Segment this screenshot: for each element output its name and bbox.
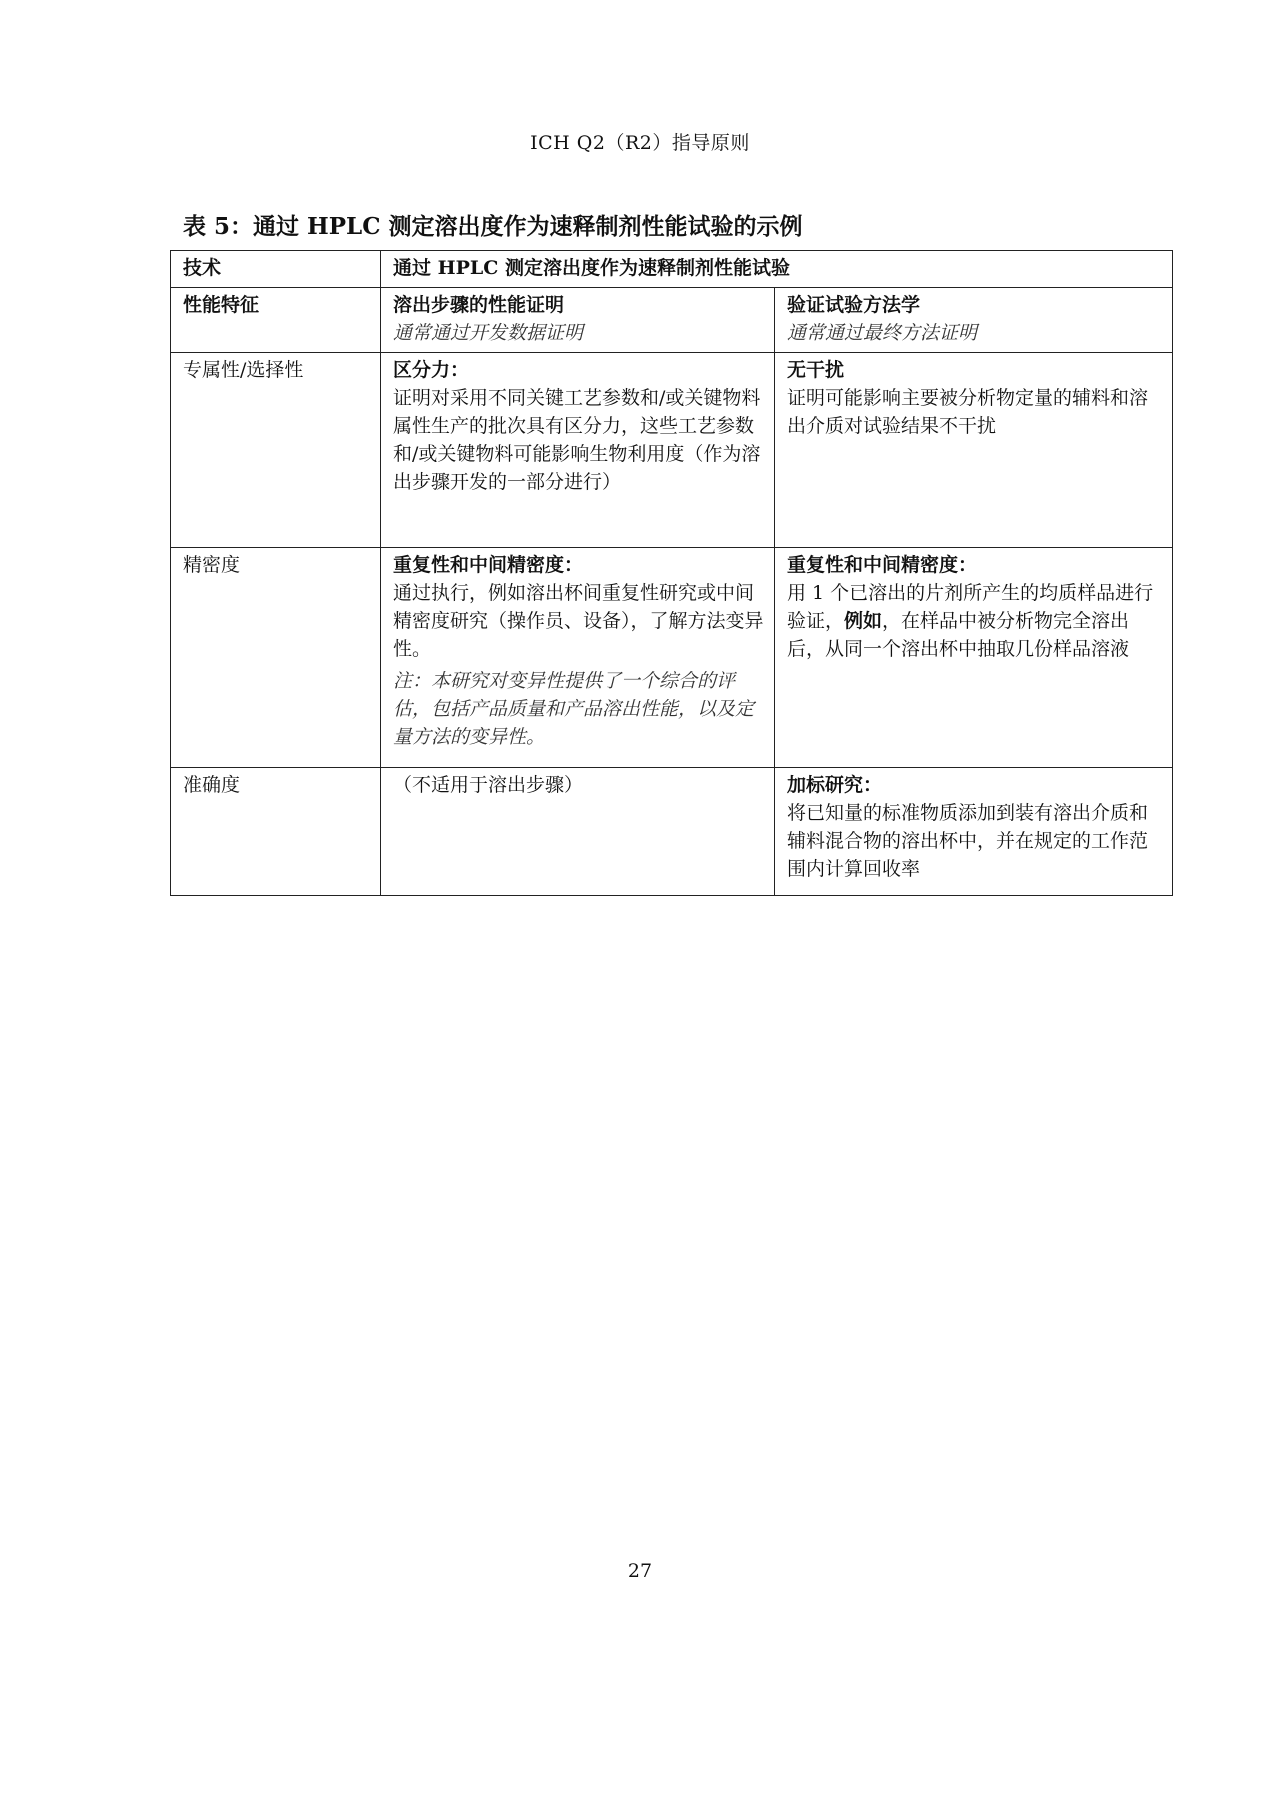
cell-heading: 区分力： xyxy=(393,359,470,381)
col2-cell xyxy=(381,768,775,896)
cell-text-part: ，在样品中被分析物完全溶出后，从同一个溶出杯中抽取几份样品溶液 xyxy=(787,610,1130,660)
col3-header-cell xyxy=(775,288,1173,353)
cell-heading: 无干扰 xyxy=(787,359,845,381)
table-row-specificity xyxy=(171,353,1173,548)
cell-text-emphasis: 例如 xyxy=(844,610,883,632)
cell-text: 通过执行，例如溶出杯间重复性研究或中间精密度研究（操作员、设备），了解方法变异性。 xyxy=(393,582,764,660)
table-row-precision xyxy=(171,548,1173,768)
table-row-technique xyxy=(171,251,1173,288)
characteristic-cell xyxy=(171,768,381,896)
characteristic-name: 精密度 xyxy=(183,554,241,576)
col3-cell xyxy=(775,353,1173,548)
characteristic-cell xyxy=(171,353,381,548)
col3-cell xyxy=(775,768,1173,896)
cell-note: 注：本研究对变异性提供了一个综合的评估，包括产品质量和产品溶出性能，以及定量方法的变异性。 xyxy=(393,670,755,748)
col2-cell xyxy=(381,548,775,768)
characteristic-name: 专属性/选择性 xyxy=(183,359,304,381)
table-row-accuracy xyxy=(171,768,1173,896)
cell-text: 证明可能影响主要被分析物定量的辅料和溶出介质对试验结果不干扰 xyxy=(787,387,1149,437)
cell-text xyxy=(787,579,1164,663)
cell-text-part: 用 1 个已溶出的片剂所产生的均质样品进行验证， xyxy=(787,582,1154,632)
characteristic-header-cell xyxy=(171,288,381,353)
technique-value-cell xyxy=(381,251,1173,288)
cell-heading: 加标研究： xyxy=(787,774,883,796)
table-title: 表 5：通过 HPLC 测定溶出度作为速释制剂性能试验的示例 xyxy=(183,213,803,240)
cell-heading: 重复性和中间精密度： xyxy=(787,554,978,576)
validation-table xyxy=(170,250,1173,896)
characteristic-label: 性能特征 xyxy=(183,294,260,316)
characteristic-name: 准确度 xyxy=(183,774,241,796)
cell-text: （不适用于溶出步骤） xyxy=(393,774,584,796)
technique-label-cell xyxy=(171,251,381,288)
technique-value: 通过 HPLC 测定溶出度作为速释制剂性能试验 xyxy=(393,257,790,279)
characteristic-cell xyxy=(171,548,381,768)
col3-cell xyxy=(775,548,1173,768)
technique-label: 技术 xyxy=(183,257,222,279)
running-header: ICH Q2（R2）指导原则 xyxy=(530,132,750,154)
col3-heading: 验证试验方法学 xyxy=(787,294,921,316)
col3-subheading: 通常通过最终方法证明 xyxy=(787,322,978,344)
cell-heading: 重复性和中间精密度： xyxy=(393,554,584,576)
col2-cell xyxy=(381,353,775,548)
col2-header-cell xyxy=(381,288,775,353)
table-header-row xyxy=(171,288,1173,353)
col2-heading: 溶出步骤的性能证明 xyxy=(393,294,565,316)
page-number: 27 xyxy=(627,1560,653,1582)
cell-text: 证明对采用不同关键工艺参数和/或关键物料属性生产的批次具有区分力，这些工艺参数和/或关键物料可能影响生物利用度（作为溶出步骤开发的一部分进行） xyxy=(393,387,761,493)
cell-text: 将已知量的标准物质添加到装有溶出介质和辅料混合物的溶出杯中，并在规定的工作范围内计算回收率 xyxy=(787,802,1149,880)
col2-subheading: 通常通过开发数据证明 xyxy=(393,322,584,344)
